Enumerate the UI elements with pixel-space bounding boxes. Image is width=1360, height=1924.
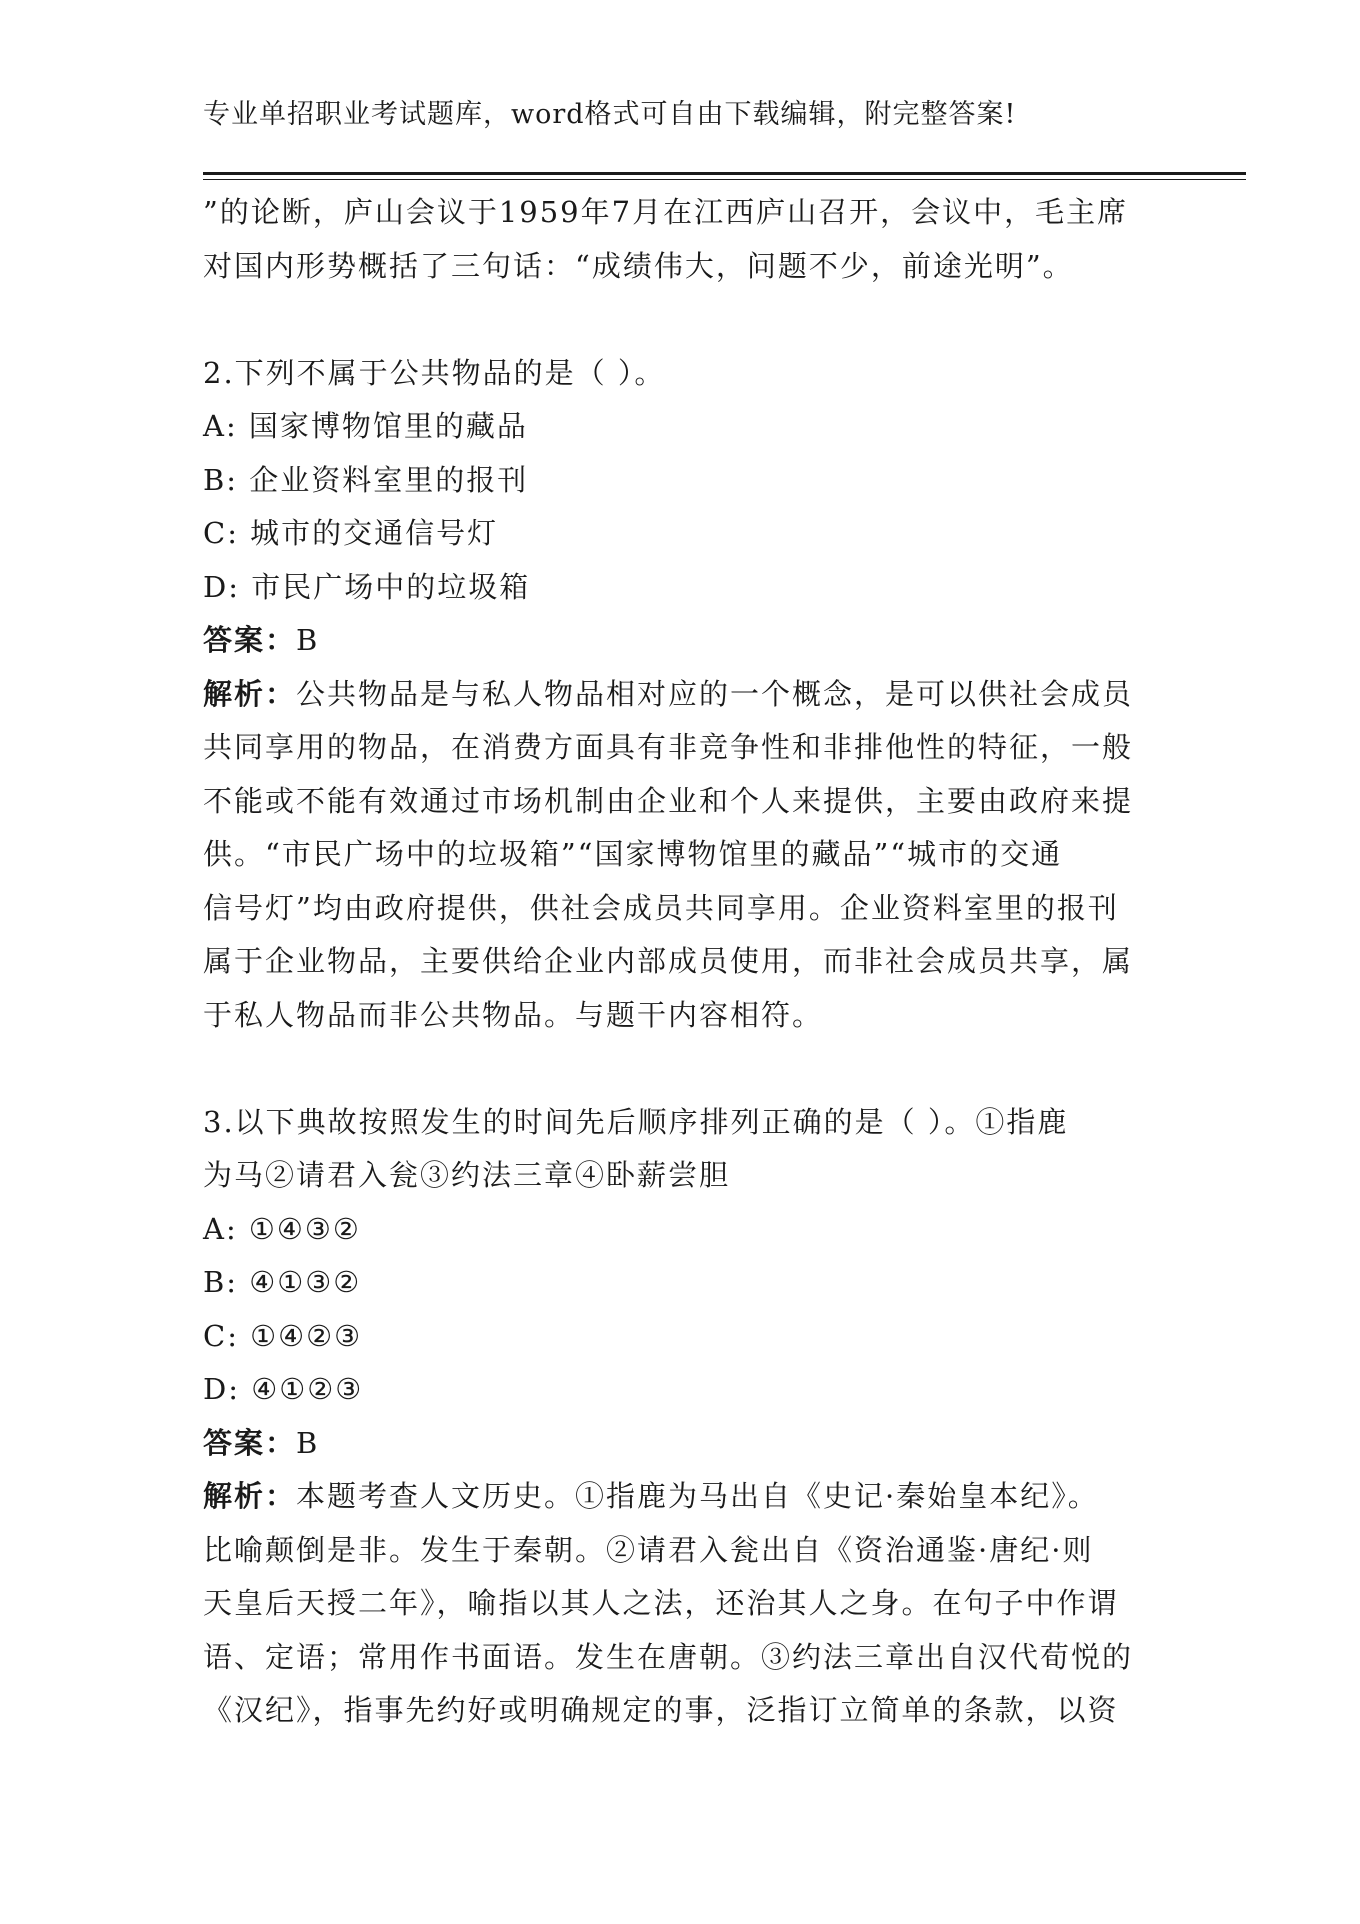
q3-analysis-line: 比喻颠倒是非。发生于秦朝。②请君入瓮出自《资治通鉴·唐纪·则 [203,1532,1094,1567]
question-3-cont: 为马②请君入瓮③约法三章④卧薪尝胆 [203,1158,731,1192]
q3-option-d: D: ④①②③ [203,1372,364,1406]
header-rule-thin [203,179,1246,180]
q2-option-a: A: 国家博物馆里的藏品 [203,409,528,443]
q2-option-c: C: 城市的交通信号灯 [203,516,499,550]
q3-analysis-line: 天皇后天授二年》，喻指以其人之法，还治其人之身。在句子中作谓 [203,1586,1119,1620]
q2-answer [203,614,1163,668]
q2-analysis-line: 信号灯”均由政府提供，供社会成员共同享用。企业资料室里的报刊 [203,890,1119,925]
header-rule-thick [203,172,1246,175]
q2-answer-label: 答案： [203,623,297,657]
q2-analysis-line [203,668,1163,722]
q2-analysis-line: 不能或不能有效通过市场机制由企业和个人来提供，主要由政府来提 [203,783,1134,818]
intro-line: ”的论断，庐山会议于1959年7月在江西庐山召开，会议中，毛主席 [203,195,1129,229]
q3-analysis-line: 《汉纪》，指事先约好或明确规定的事，泛指订立简单的条款，以资 [203,1693,1119,1727]
q2-analysis-label: 解析： [203,676,297,711]
question-2: 2.下列不属于公共物品的是（ ）。 [203,355,666,390]
q3-analysis-line [203,1470,1163,1524]
q3-option-c: C: ①④②③ [203,1318,363,1353]
q2-option-b: B: 企业资料室里的报刊 [203,462,529,497]
q2-analysis-line: 于私人物品而非公共物品。与题干内容相符。 [203,997,824,1032]
q3-answer-label: 答案： [203,1425,297,1460]
paragraph-gap [203,293,1163,347]
q3-answer [203,1417,1163,1471]
q2-analysis-line: 共同享用的物品，在消费方面具有非竞争性和非排他性的特征，一般 [203,730,1134,764]
q2-analysis-line: 供。“市民广场中的垃圾箱”“国家博物馆里的藏品”“城市的交通 [203,837,1063,871]
q3-analysis-label: 解析： [203,1479,297,1513]
q2-option-d: D: 市民广场中的垃圾箱 [203,569,531,604]
q2-answer-value: B [296,623,320,657]
paragraph-gap [203,1042,1163,1096]
intro-line: 对国内形势概括了三句话：“成绩伟大，问题不少，前途光明”。 [203,248,1074,283]
q2-analysis-line: 属于企业物品，主要供给企业内部成员使用，而非社会成员共享，属 [203,944,1134,978]
q3-analysis-line: 语、定语；常用作书面语。发生在唐朝。③约法三章出自汉代荀悦的 [203,1639,1134,1674]
q3-option-a: A: ①④③② [203,1211,361,1246]
q2-analysis-text: 公共物品是与私人物品相对应的一个概念，是可以供社会成员 [296,676,1134,711]
page-header: 专业单招职业考试题库，word格式可自由下载编辑，附完整答案! [203,99,1017,130]
question-3: 3.以下典故按照发生的时间先后顺序排列正确的是（ ）。①指鹿 [203,1104,1069,1139]
document-body [203,186,1163,1738]
q3-option-b: B: ④①③② [203,1265,362,1299]
q3-answer-value: B [296,1425,320,1460]
q3-analysis-text: 本题考查人文历史。①指鹿为马出自《史记·秦始皇本纪》。 [296,1479,1099,1513]
